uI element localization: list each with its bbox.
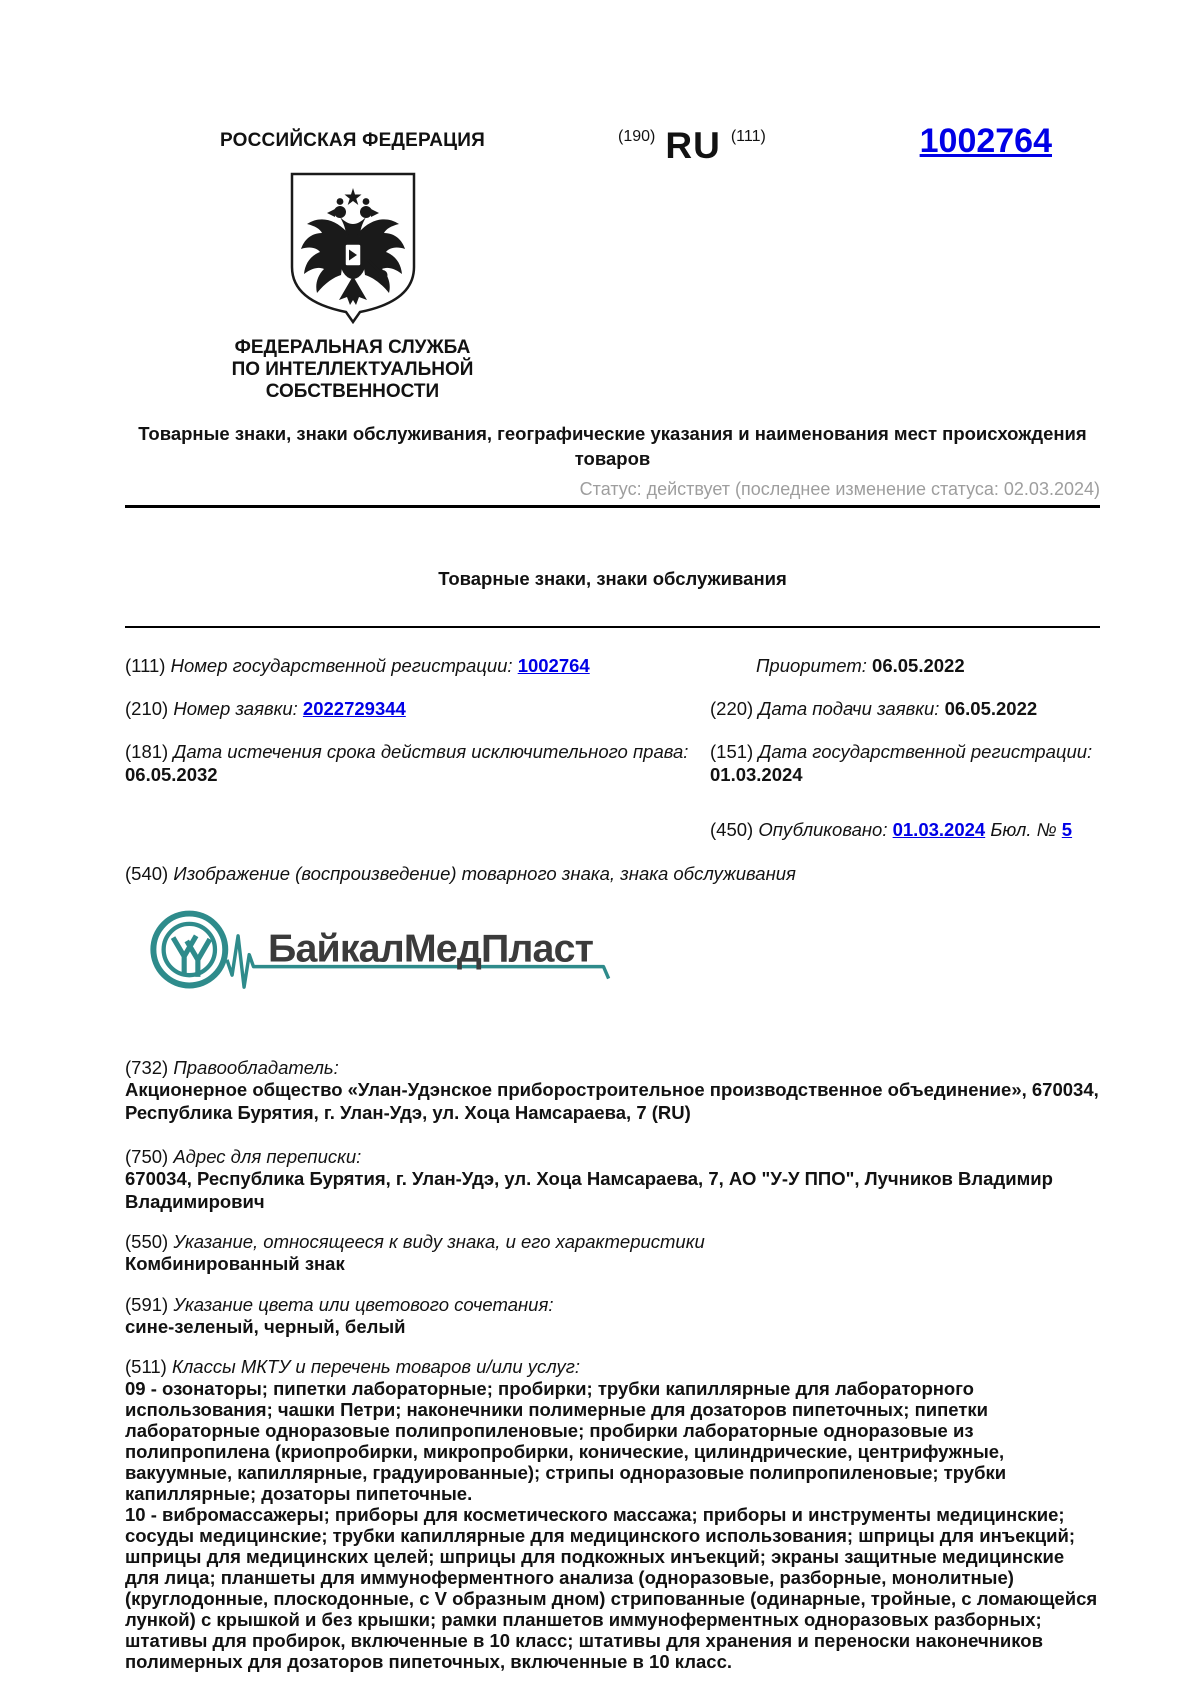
- field-210-label: Номер заявки:: [173, 698, 298, 719]
- mark-kind-heading: [125, 1231, 1100, 1253]
- color-claim-label: Указание цвета или цветового сочетания:: [173, 1293, 554, 1315]
- nice-classes-heading: [125, 1356, 1100, 1378]
- color-claim-value: сине-зеленый, черный, белый: [125, 1315, 406, 1337]
- country-code-group: [618, 122, 766, 166]
- field-151-registration-date: [710, 740, 1100, 786]
- mark-kind-value: Комбинированный знак: [125, 1253, 345, 1274]
- field-181-expiry-date: [125, 740, 710, 786]
- correspondence-label: Адрес для переписки:: [173, 1146, 362, 1167]
- section-title: Товарные знаки, знаки обслуживания: [438, 568, 787, 589]
- mark-kind-label: Указание, относящееся к виду знака, и его характеристики: [173, 1231, 705, 1252]
- inid-code-550: (550): [125, 1231, 169, 1252]
- priority-label: Приоритет:: [756, 655, 867, 676]
- holder-value: Акционерное общество «Улан-Удэнское приборостроительное производственное объединение», 670034, Республика Бурятия, г. Улан-Удэ, ул. Хоца Намсараева, 7 (RU): [125, 1079, 1099, 1123]
- trademark-image-block: [141, 905, 1100, 1001]
- inid-code-540: (540): [125, 863, 169, 884]
- correspondence-heading: [125, 1146, 1100, 1168]
- field-220-label: Дата подачи заявки:: [758, 698, 940, 719]
- inid-code-750: (750): [125, 1146, 169, 1167]
- inid-code-151: (151): [710, 741, 754, 762]
- field-111-registration-number: [125, 654, 710, 677]
- top-divider: [125, 505, 1100, 508]
- baikalmedplast-logo: [141, 905, 621, 994]
- filing-date-value: 06.05.2022: [944, 698, 1038, 719]
- field-450-published: [710, 806, 1100, 841]
- field-111-label: Номер государственной регистрации:: [170, 655, 513, 676]
- correspondence-section: [125, 1146, 1100, 1213]
- inid-code-450: (450): [710, 819, 754, 840]
- document-content: [125, 0, 1100, 1672]
- registration-number-link[interactable]: 1002764: [517, 655, 590, 676]
- holder-label: Правообладатель:: [173, 1057, 339, 1078]
- inid-code-111: (111): [125, 655, 166, 676]
- office-name: [165, 337, 540, 403]
- field-450-label: Опубликовано:: [758, 819, 888, 840]
- emblem-block: [165, 172, 540, 329]
- inid-code-732: (732): [125, 1057, 169, 1078]
- inid-code-220: (220): [710, 698, 754, 719]
- bulletin-number-link[interactable]: 5: [1061, 819, 1073, 840]
- inid-code-210: (210): [125, 698, 169, 719]
- inid-code-591: (591): [125, 1293, 169, 1315]
- mark-kind-section: [125, 1231, 1100, 1276]
- status-line: Статус: действует (последнее изменение статуса: 02.03.2024): [579, 479, 1100, 499]
- trademark-logo-text: БайкалМедПласт: [268, 926, 594, 971]
- class-10-paragraph: 10 - вибромассажеры; приборы для косметического массажа; приборы и инструменты медицинские; сосуды медицинские; трубки капиллярные для медицинского использования; шприцы для инъекций; шприцы для медицинских целей; шприцы для подкожных инъекций; экраны защитные медицинские для лица; планшеты для иммуноферментного анализа (одноразовые, разборные, монолитные) (круглодонные, плоскодонные, с V образным дном) стрипованные (одинарные, тройные, с ломающейся лункой) с крышкой и без крышки; рамки планшетов иммуноферментных одноразовых разборных; штативы для пробирок, включенные в 10 класс; штативы для хранения и переноски наконечников полимерных для дозаторов пипеточных, включенные в 10 класс.: [125, 1504, 1098, 1672]
- office-name-line1: ФЕДЕРАЛЬНАЯ СЛУЖБА: [234, 337, 471, 358]
- section-divider: [125, 626, 1100, 628]
- registration-number-link-top[interactable]: 1002764: [919, 122, 1052, 160]
- field-181-label: Дата истечения срока действия исключительного права:: [173, 741, 689, 762]
- color-claim-heading: [125, 1294, 1100, 1316]
- class-09-paragraph: 09 - озонаторы; пипетки лабораторные; пробирки; трубки капиллярные для лабораторного использования; чашки Петри; наконечники полимерные для дозаторов пипеточных; пипетки лабораторные одноразовые полипропиленовые; пробирки лабораторные одноразовые из полипропилена (криопробирки, микропробирки, конические, цилиндрические, центрифужные, вакуумные, капиллярные, градуированные); стрипы одноразовые полипропиленовые; трубки капиллярные; дозаторы пипеточные.: [125, 1378, 1007, 1504]
- country-code-ru: RU: [665, 125, 721, 166]
- office-name-line2: ПО ИНТЕЛЛЕКТУАЛЬНОЙ СОБСТВЕННОСТИ: [231, 359, 474, 402]
- bulletin-label: Бюл. №: [990, 819, 1057, 840]
- inid-code-511: (511): [125, 1356, 167, 1377]
- header-row: [125, 122, 1100, 166]
- holder-heading: [125, 1057, 1100, 1079]
- field-210-application-number: [125, 697, 710, 720]
- field-540-label: Изображение (воспроизведение) товарного знака, знака обслуживания: [173, 863, 796, 884]
- country-column: [165, 122, 540, 152]
- expiry-date-value: 06.05.2032: [125, 764, 218, 785]
- register-category-subtitle: Товарные знаки, знаки обслуживания, географические указания и наименования мест происхождения товаров: [138, 423, 1087, 469]
- holder-section: [125, 1057, 1100, 1124]
- field-450-spacer: [125, 806, 710, 841]
- registration-date-value: 01.03.2024: [710, 764, 803, 785]
- country-name: РОССИЙСКАЯ ФЕДЕРАЦИЯ: [220, 130, 485, 151]
- nice-classes-label: Классы МКТУ и перечень товаров и/или услуг:: [171, 1356, 580, 1377]
- correspondence-value: 670034, Республика Бурятия, г. Улан-Удэ, ул. Хоца Намсараева, 7, АО "У-У ППО", Лучников Владимир Владимирович: [125, 1168, 1053, 1212]
- field-priority: [710, 654, 1100, 677]
- priority-value: 06.05.2022: [872, 655, 965, 676]
- inid-code-111-top: (111): [730, 128, 766, 145]
- russia-coat-of-arms: [289, 172, 417, 324]
- color-claim-section: [125, 1294, 1100, 1339]
- publication-date-link[interactable]: 01.03.2024: [892, 819, 986, 840]
- inid-code-190: (190): [618, 128, 656, 145]
- inid-code-181: (181): [125, 741, 169, 762]
- application-number-link[interactable]: 2022729344: [302, 698, 406, 719]
- field-220-filing-date: [710, 697, 1100, 720]
- nice-classes-section: [125, 1356, 1100, 1672]
- field-151-label: Дата государственной регистрации:: [758, 741, 1093, 762]
- inid-fields-grid: [125, 654, 1100, 841]
- field-540-mark-image: [125, 863, 1100, 885]
